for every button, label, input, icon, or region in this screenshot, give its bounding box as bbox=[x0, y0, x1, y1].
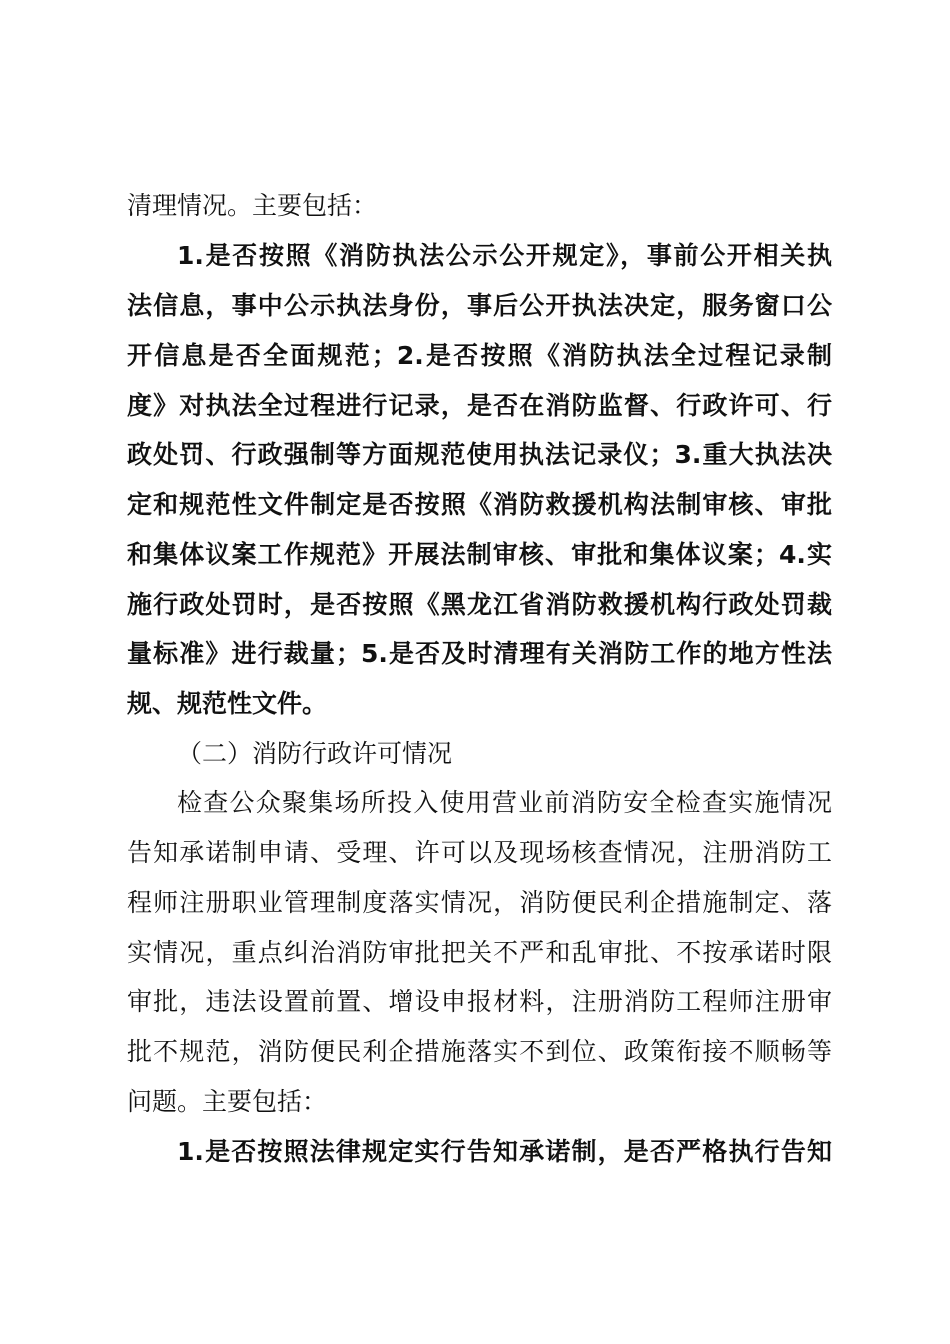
text-line-13: 检查公众聚集场所投入使用营业前消防安全检查实施情况 bbox=[177, 788, 832, 817]
text-line-18: 批不规范，消防便民利企措施落实不到位、政策衔接不顺畅等 bbox=[127, 1037, 832, 1066]
text-line-9: 施行政处罚时，是否按照《黑龙江省消防救援机构行政处罚裁 bbox=[127, 590, 832, 619]
text-line-1: 清理情况。主要包括： bbox=[127, 191, 378, 220]
text-line-15: 程师注册职业管理制度落实情况，消防便民利企措施制定、落 bbox=[127, 888, 832, 917]
text-line-6: 政处罚、行政强制等方面规范使用执法记录仪；3.重大执法决 bbox=[127, 440, 832, 469]
text-line-20: 1.是否按照法律规定实行告知承诺制，是否严格执行告知 bbox=[177, 1137, 832, 1166]
text-line-16: 实情况，重点纠治消防审批把关不严和乱审批、不按承诺时限 bbox=[127, 938, 832, 967]
text-line-3: 法信息，事中公示执法身份，事后公开执法决定，服务窗口公 bbox=[127, 291, 832, 320]
text-line-4: 开信息是否全面规范；2.是否按照《消防执法全过程记录制 bbox=[127, 341, 832, 370]
section-heading: （二）消防行政许可情况 bbox=[177, 739, 453, 768]
text-line-2: 1.是否按照《消防执法公示公开规定》，事前公开相关执 bbox=[177, 241, 832, 270]
text-line-19: 问题。主要包括： bbox=[127, 1087, 328, 1116]
text-line-17: 审批，违法设置前置、增设申报材料，注册消防工程师注册审 bbox=[127, 987, 832, 1016]
text-line-14: 告知承诺制申请、受理、许可以及现场核查情况，注册消防工 bbox=[127, 838, 832, 867]
text-line-7: 定和规范性文件制定是否按照《消防救援机构法制审核、审批 bbox=[127, 490, 832, 519]
text-line-8: 和集体议案工作规范》开展法制审核、审批和集体议案；4.实 bbox=[127, 540, 832, 569]
text-line-11: 规、规范性文件。 bbox=[127, 689, 328, 718]
text-line-5: 度》对执法全过程进行记录，是否在消防监督、行政许可、行 bbox=[127, 391, 832, 420]
text-line-10: 量标准》进行裁量；5.是否及时清理有关消防工作的地方性法 bbox=[127, 639, 832, 668]
